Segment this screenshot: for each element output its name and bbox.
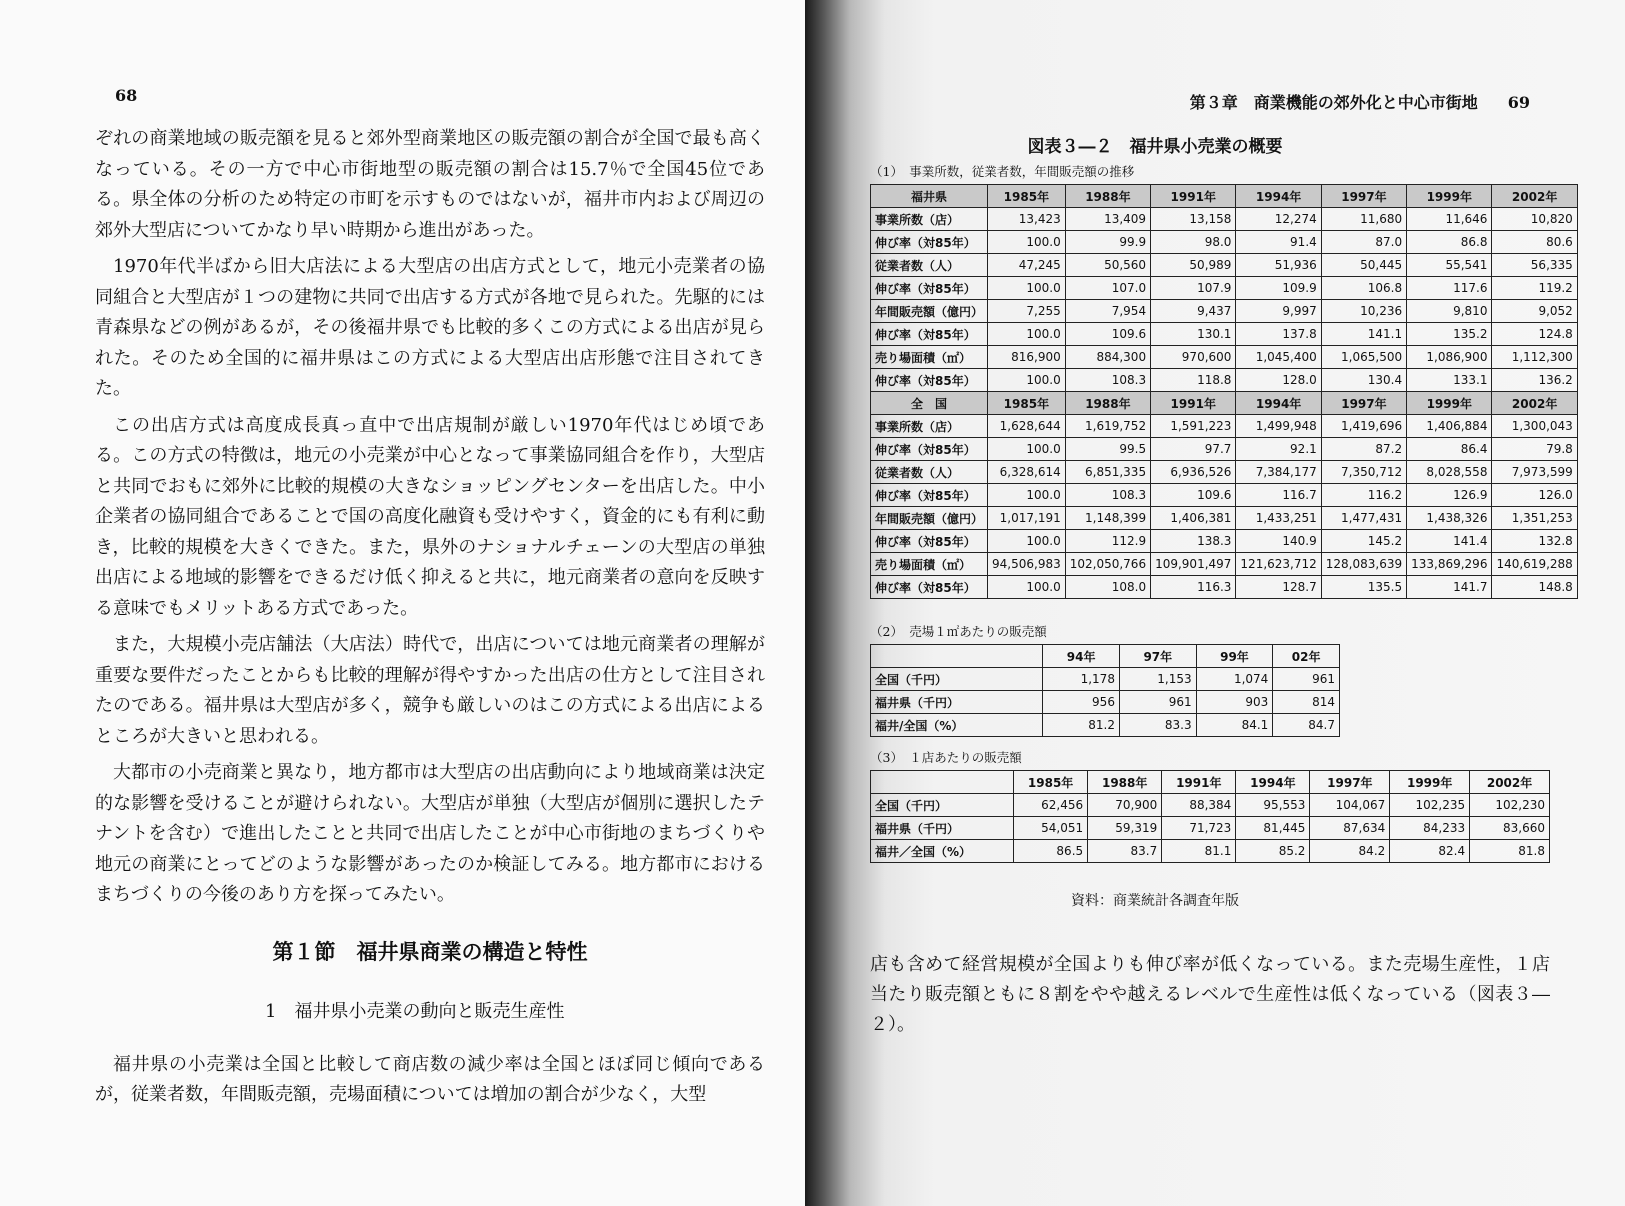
table-cell: 7,384,177 <box>1236 461 1321 484</box>
table-header-row <box>871 185 1578 208</box>
table-row <box>871 530 1578 553</box>
table-cell: 7,255 <box>988 300 1066 323</box>
table-cell: 95,553 <box>1236 794 1310 817</box>
row-label: 福井/全国（%） <box>871 714 1043 737</box>
table-header-cell: 全 国 <box>871 392 988 415</box>
table-header-cell: 1991年 <box>1162 771 1236 794</box>
table-cell: 1,477,431 <box>1321 507 1406 530</box>
table2 <box>870 644 1340 737</box>
table-row <box>871 323 1578 346</box>
table2-block <box>870 622 1550 737</box>
table-cell: 87,634 <box>1310 817 1390 840</box>
table-cell: 85.2 <box>1236 840 1310 863</box>
table-cell: 961 <box>1273 668 1340 691</box>
table-row <box>871 840 1550 863</box>
table-row <box>871 714 1340 737</box>
table-row <box>871 691 1340 714</box>
table-row <box>871 277 1578 300</box>
table-cell: 107.9 <box>1151 277 1236 300</box>
table-row <box>871 668 1340 691</box>
table-cell: 92.1 <box>1236 438 1321 461</box>
table-header-row <box>871 645 1340 668</box>
table-cell: 1,086,900 <box>1407 346 1492 369</box>
table-cell: 141.1 <box>1321 323 1406 346</box>
table-row <box>871 553 1578 576</box>
left-page <box>0 0 805 1206</box>
paragraph: また，大規模小売店舗法（大店法）時代で，出店については地元商業者の理解が重要な要件だったことからも比較的理解が得やすかった出店の仕方として注目されたのである。福井県は大型店が多く，競争も厳しいのはこの方式による出店によるところが大きいと思われる。 <box>95 634 765 747</box>
subsection-title: 1 福井県小売業の動向と販売生産性 <box>265 1001 565 1022</box>
table-header-cell: 1994年 <box>1236 392 1321 415</box>
table-header-cell: 1999年 <box>1407 185 1492 208</box>
table-cell: 138.3 <box>1151 530 1236 553</box>
table-cell: 135.5 <box>1321 576 1406 599</box>
table-source-note: 資料：商業統計各調査年版 <box>1071 893 1239 909</box>
table-cell: 137.8 <box>1236 323 1321 346</box>
table-cell: 97.7 <box>1151 438 1236 461</box>
table-cell: 128.0 <box>1236 369 1321 392</box>
paragraph: 1970年代半ばから旧大店法による大型店の出店方式として，地元小売業者の協同組合と大型店が１つの建物に共同で出店する方式が各地で見られた。先駆的には青森県などの例があるが，その後福井県でも比較的多くこの方式による出店が見られた。そのため全国的に福井県はこの方式による大型店出店形態で注目されてきた。 <box>95 256 765 399</box>
table-header-cell <box>871 645 1043 668</box>
table-cell: 11,646 <box>1407 208 1492 231</box>
row-label: 従業者数（人） <box>871 461 988 484</box>
table-cell: 83.3 <box>1119 714 1196 737</box>
table-cell: 148.8 <box>1492 576 1577 599</box>
table-cell: 62,456 <box>1014 794 1088 817</box>
row-label: 伸び率（対85年） <box>871 369 988 392</box>
page-number-left: 68 <box>115 86 138 105</box>
table1-national-body <box>871 415 1578 599</box>
row-label: 伸び率（対85年） <box>871 530 988 553</box>
table-cell: 94,506,983 <box>988 553 1066 576</box>
table-cell: 126.0 <box>1492 484 1577 507</box>
table-cell: 79.8 <box>1492 438 1577 461</box>
row-label: 伸び率（対85年） <box>871 323 988 346</box>
table-cell: 81.1 <box>1162 840 1236 863</box>
table-cell: 100.0 <box>988 231 1066 254</box>
table-cell: 50,560 <box>1065 254 1150 277</box>
table-row <box>871 415 1578 438</box>
table-cell: 81,445 <box>1236 817 1310 840</box>
table-cell: 10,820 <box>1492 208 1577 231</box>
table-cell: 13,409 <box>1065 208 1150 231</box>
table-cell: 9,437 <box>1151 300 1236 323</box>
row-label: 従業者数（人） <box>871 254 988 277</box>
table-cell: 118.8 <box>1151 369 1236 392</box>
table-cell: 141.7 <box>1407 576 1492 599</box>
table-cell: 141.4 <box>1407 530 1492 553</box>
table-cell: 13,423 <box>988 208 1066 231</box>
table-cell: 119.2 <box>1492 277 1577 300</box>
table-cell: 1,619,752 <box>1065 415 1150 438</box>
table-cell: 884,300 <box>1065 346 1150 369</box>
table-row <box>871 794 1550 817</box>
table-cell: 109.9 <box>1236 277 1321 300</box>
table-cell: 84,233 <box>1390 817 1470 840</box>
table1-block <box>870 162 1573 599</box>
table-cell: 107.0 <box>1065 277 1150 300</box>
table-cell: 6,328,614 <box>988 461 1066 484</box>
table-cell: 83,660 <box>1470 817 1550 840</box>
paragraph: この出店方式は高度成長真っ直中で出店規制が厳しい1970年代はじめ頃である。この方式の特徴は，地元の小売業が中心となって事業協同組合を作り，大型店と共同でおもに郊外に比較的規模の大きなショッピングセンターを出店した。中小企業者の協同組合であることで国の高度化融資も受けやすく，資金的にも有利に動き，比較的規模を大きくできた。また，県外のナショナルチェーンの大型店の単独出店による地域的影響をできるだけ低く抑えると共に，地元商業者の意向を反映する意味でもメリットある方式であった。 <box>95 414 765 619</box>
table-cell: 109,901,497 <box>1151 553 1236 576</box>
table-cell: 100.0 <box>988 530 1066 553</box>
table-cell: 1,300,043 <box>1492 415 1577 438</box>
table-cell: 6,936,526 <box>1151 461 1236 484</box>
table-cell: 1,406,884 <box>1407 415 1492 438</box>
table1-heading: （1） 事業所数，従業者数，年間販売額の推移 <box>870 164 1135 179</box>
table-cell: 956 <box>1043 691 1120 714</box>
table-cell: 116.3 <box>1151 576 1236 599</box>
left-body-text <box>95 124 765 1117</box>
row-label: 伸び率（対85年） <box>871 576 988 599</box>
table3-body <box>871 794 1550 863</box>
table-cell: 109.6 <box>1065 323 1150 346</box>
table-cell: 903 <box>1196 691 1273 714</box>
table-cell: 6,851,335 <box>1065 461 1150 484</box>
table-cell: 100.0 <box>988 277 1066 300</box>
table-cell: 50,989 <box>1151 254 1236 277</box>
table-header-cell: 1991年 <box>1151 392 1236 415</box>
table-header-cell: 1994年 <box>1236 185 1321 208</box>
table-header-row <box>871 392 1578 415</box>
table-row <box>871 208 1578 231</box>
row-label: 年間販売額（億円） <box>871 507 988 530</box>
table-header-cell: 1994年 <box>1236 771 1310 794</box>
table-cell: 102,050,766 <box>1065 553 1150 576</box>
row-label: 福井県（千円） <box>871 817 1014 840</box>
table-header-cell: 1997年 <box>1321 185 1406 208</box>
table1-fukui-body <box>871 208 1578 392</box>
table-cell: 133.1 <box>1407 369 1492 392</box>
table-header-cell: 1988年 <box>1065 392 1150 415</box>
table-cell: 140,619,288 <box>1492 553 1577 576</box>
table-cell: 86.4 <box>1407 438 1492 461</box>
table-cell: 1,148,399 <box>1065 507 1150 530</box>
table-cell: 109.6 <box>1151 484 1236 507</box>
table-cell: 11,680 <box>1321 208 1406 231</box>
table-header-cell: 1985年 <box>988 185 1066 208</box>
table-row <box>871 817 1550 840</box>
table-cell: 128.7 <box>1236 576 1321 599</box>
paragraph: ぞれの商業地域の販売額を見ると郊外型商業地区の販売額の割合が全国で最も高くなっている。その一方で中心市街地型の販売額の割合は15.7％で全国45位である。県全体の分析のため特定の市町を示すものではないが，福井市内および周辺の郊外大型店についてかなり早い時期から進出があった。 <box>95 128 765 241</box>
table-header-cell: 97年 <box>1119 645 1196 668</box>
table2-body <box>871 668 1340 737</box>
table-cell: 1,351,253 <box>1492 507 1577 530</box>
table-cell: 100.0 <box>988 369 1066 392</box>
table-cell: 54,051 <box>1014 817 1088 840</box>
table-cell: 1,591,223 <box>1151 415 1236 438</box>
table-cell: 121,623,712 <box>1236 553 1321 576</box>
table-header-cell: 1988年 <box>1065 185 1150 208</box>
table-row <box>871 300 1578 323</box>
table-cell: 112.9 <box>1065 530 1150 553</box>
table-cell: 102,235 <box>1390 794 1470 817</box>
table-row <box>871 484 1578 507</box>
table-cell: 116.2 <box>1321 484 1406 507</box>
row-label: 伸び率（対85年） <box>871 231 988 254</box>
table-cell: 8,028,558 <box>1407 461 1492 484</box>
row-label: 全国（千円） <box>871 794 1014 817</box>
table-header-cell: 福井県 <box>871 185 988 208</box>
table3-heading: （3） １店あたりの販売額 <box>870 750 1022 765</box>
table-cell: 1,419,696 <box>1321 415 1406 438</box>
row-label: 伸び率（対85年） <box>871 277 988 300</box>
table-header-row <box>871 771 1550 794</box>
table-cell: 1,045,400 <box>1236 346 1321 369</box>
table-cell: 98.0 <box>1151 231 1236 254</box>
table-cell: 970,600 <box>1151 346 1236 369</box>
table-cell: 102,230 <box>1470 794 1550 817</box>
table-row <box>871 231 1578 254</box>
table-cell: 140.9 <box>1236 530 1321 553</box>
table-header-cell: 94年 <box>1043 645 1120 668</box>
table-cell: 145.2 <box>1321 530 1406 553</box>
row-label: 売り場面積（㎡） <box>871 346 988 369</box>
table-cell: 99.9 <box>1065 231 1150 254</box>
table-cell: 86.8 <box>1407 231 1492 254</box>
table-cell: 47,245 <box>988 254 1066 277</box>
table-header-cell: 1988年 <box>1088 771 1162 794</box>
table-cell: 104,067 <box>1310 794 1390 817</box>
table-row <box>871 438 1578 461</box>
table-cell: 100.0 <box>988 484 1066 507</box>
table-cell: 99.5 <box>1065 438 1150 461</box>
table-cell: 12,274 <box>1236 208 1321 231</box>
right-page <box>805 0 1625 1206</box>
table-cell: 55,541 <box>1407 254 1492 277</box>
table-cell: 9,052 <box>1492 300 1577 323</box>
table-cell: 9,810 <box>1407 300 1492 323</box>
table-cell: 117.6 <box>1407 277 1492 300</box>
table-cell: 80.6 <box>1492 231 1577 254</box>
table-header-cell: 1997年 <box>1321 392 1406 415</box>
table-cell: 108.3 <box>1065 369 1150 392</box>
table1 <box>870 184 1578 599</box>
row-label: 伸び率（対85年） <box>871 484 988 507</box>
row-label: 売り場面積（㎡） <box>871 553 988 576</box>
table-cell: 91.4 <box>1236 231 1321 254</box>
row-label: 全国（千円） <box>871 668 1043 691</box>
right-body-text: 店も含めて経営規模が全国よりも伸び率が低くなっている。また売場生産性，１店当たり販売額ともに８割をやや越えるレベルで生産性は低くなっている（図表３―２）。 <box>870 954 1550 1035</box>
table-header-cell: 2002年 <box>1492 185 1577 208</box>
table-cell: 136.2 <box>1492 369 1577 392</box>
running-head <box>1190 90 1530 113</box>
table-cell: 135.2 <box>1407 323 1492 346</box>
table-cell: 84.7 <box>1273 714 1340 737</box>
table-header-cell: 1985年 <box>988 392 1066 415</box>
table-cell: 130.1 <box>1151 323 1236 346</box>
table-cell: 10,236 <box>1321 300 1406 323</box>
row-label: 事業所数（店） <box>871 208 988 231</box>
table-cell: 13,158 <box>1151 208 1236 231</box>
table3 <box>870 770 1550 863</box>
table-cell: 70,900 <box>1088 794 1162 817</box>
table-row <box>871 369 1578 392</box>
table-cell: 51,936 <box>1236 254 1321 277</box>
table-cell: 961 <box>1119 691 1196 714</box>
table-cell: 126.9 <box>1407 484 1492 507</box>
table-row <box>871 461 1578 484</box>
row-label: 伸び率（対85年） <box>871 438 988 461</box>
table-cell: 87.0 <box>1321 231 1406 254</box>
table3-block <box>870 748 1550 863</box>
row-label: 福井／全国（%） <box>871 840 1014 863</box>
table-cell: 100.0 <box>988 576 1066 599</box>
table-cell: 1,433,251 <box>1236 507 1321 530</box>
table-cell: 56,335 <box>1492 254 1577 277</box>
table-cell: 1,065,500 <box>1321 346 1406 369</box>
table-cell: 7,973,599 <box>1492 461 1577 484</box>
table-cell: 1,178 <box>1043 668 1120 691</box>
table-header-cell: 1999年 <box>1390 771 1470 794</box>
section-title: 第１節 福井県商業の構造と特性 <box>272 938 588 964</box>
table2-heading: （2） 売場１㎡あたりの販売額 <box>870 624 1047 639</box>
table-cell: 133,869,296 <box>1407 553 1492 576</box>
table-header-cell: 99年 <box>1196 645 1273 668</box>
table-cell: 86.5 <box>1014 840 1088 863</box>
table-header-cell <box>871 771 1014 794</box>
table-cell: 108.0 <box>1065 576 1150 599</box>
table-cell: 84.1 <box>1196 714 1273 737</box>
table-cell: 7,954 <box>1065 300 1150 323</box>
table-cell: 132.8 <box>1492 530 1577 553</box>
table-cell: 1,112,300 <box>1492 346 1577 369</box>
table-cell: 100.0 <box>988 438 1066 461</box>
table-cell: 130.4 <box>1321 369 1406 392</box>
table-cell: 71,723 <box>1162 817 1236 840</box>
table-row <box>871 507 1578 530</box>
table-cell: 81.2 <box>1043 714 1120 737</box>
table-row <box>871 254 1578 277</box>
table-cell: 84.2 <box>1310 840 1390 863</box>
table-cell: 128,083,639 <box>1321 553 1406 576</box>
table-cell: 1,499,948 <box>1236 415 1321 438</box>
table-cell: 50,445 <box>1321 254 1406 277</box>
table-cell: 1,017,191 <box>988 507 1066 530</box>
table-cell: 82.4 <box>1390 840 1470 863</box>
page-number-right: 69 <box>1507 93 1530 112</box>
running-head-title: 第３章 商業機能の郊外化と中心市街地 <box>1189 93 1478 112</box>
paragraph: 福井県の小売業は全国と比較して商店数の減少率は全国とほぼ同じ傾向であるが，従業者数，年間販売額，売場面積については増加の割合が少なく，大型 <box>95 1053 765 1105</box>
figure-title: 図表３―２ 福井県小売業の概要 <box>1027 137 1283 157</box>
table-row <box>871 576 1578 599</box>
table-cell: 1,153 <box>1119 668 1196 691</box>
paragraph: 大都市の小売商業と異なり，地方都市は大型店の出店動向により地域商業は決定的な影響を受けることが避けられない。大型店が単独（大型店が個別に選択したテナントを含む）で進出したことと共同で出店したことが中心市街地のまちづくりや地元の商業にとってどのような影響があったのか検証してみる。地方都市におけるまちづくりの今後のあり方を探ってみたい。 <box>95 762 765 905</box>
table-cell: 59,319 <box>1088 817 1162 840</box>
table-cell: 124.8 <box>1492 323 1577 346</box>
table-cell: 1,628,644 <box>988 415 1066 438</box>
table-cell: 87.2 <box>1321 438 1406 461</box>
table-cell: 108.3 <box>1065 484 1150 507</box>
row-label: 事業所数（店） <box>871 415 988 438</box>
table-cell: 1,438,326 <box>1407 507 1492 530</box>
table-header-cell: 1997年 <box>1310 771 1390 794</box>
row-label: 福井県（千円） <box>871 691 1043 714</box>
table-cell: 7,350,712 <box>1321 461 1406 484</box>
row-label: 年間販売額（億円） <box>871 300 988 323</box>
table-header-cell: 02年 <box>1273 645 1340 668</box>
table-header-cell: 1999年 <box>1407 392 1492 415</box>
table-cell: 1,074 <box>1196 668 1273 691</box>
table-header-cell: 1991年 <box>1151 185 1236 208</box>
table-cell: 100.0 <box>988 323 1066 346</box>
table-cell: 814 <box>1273 691 1340 714</box>
table-cell: 1,406,381 <box>1151 507 1236 530</box>
table-cell: 9,997 <box>1236 300 1321 323</box>
table-cell: 816,900 <box>988 346 1066 369</box>
table-header-cell: 1985年 <box>1014 771 1088 794</box>
table-header-cell: 2002年 <box>1492 392 1577 415</box>
table-header-cell: 2002年 <box>1470 771 1550 794</box>
table-cell: 83.7 <box>1088 840 1162 863</box>
table-cell: 116.7 <box>1236 484 1321 507</box>
table-row <box>871 346 1578 369</box>
table-cell: 88,384 <box>1162 794 1236 817</box>
table-cell: 106.8 <box>1321 277 1406 300</box>
table-cell: 81.8 <box>1470 840 1550 863</box>
